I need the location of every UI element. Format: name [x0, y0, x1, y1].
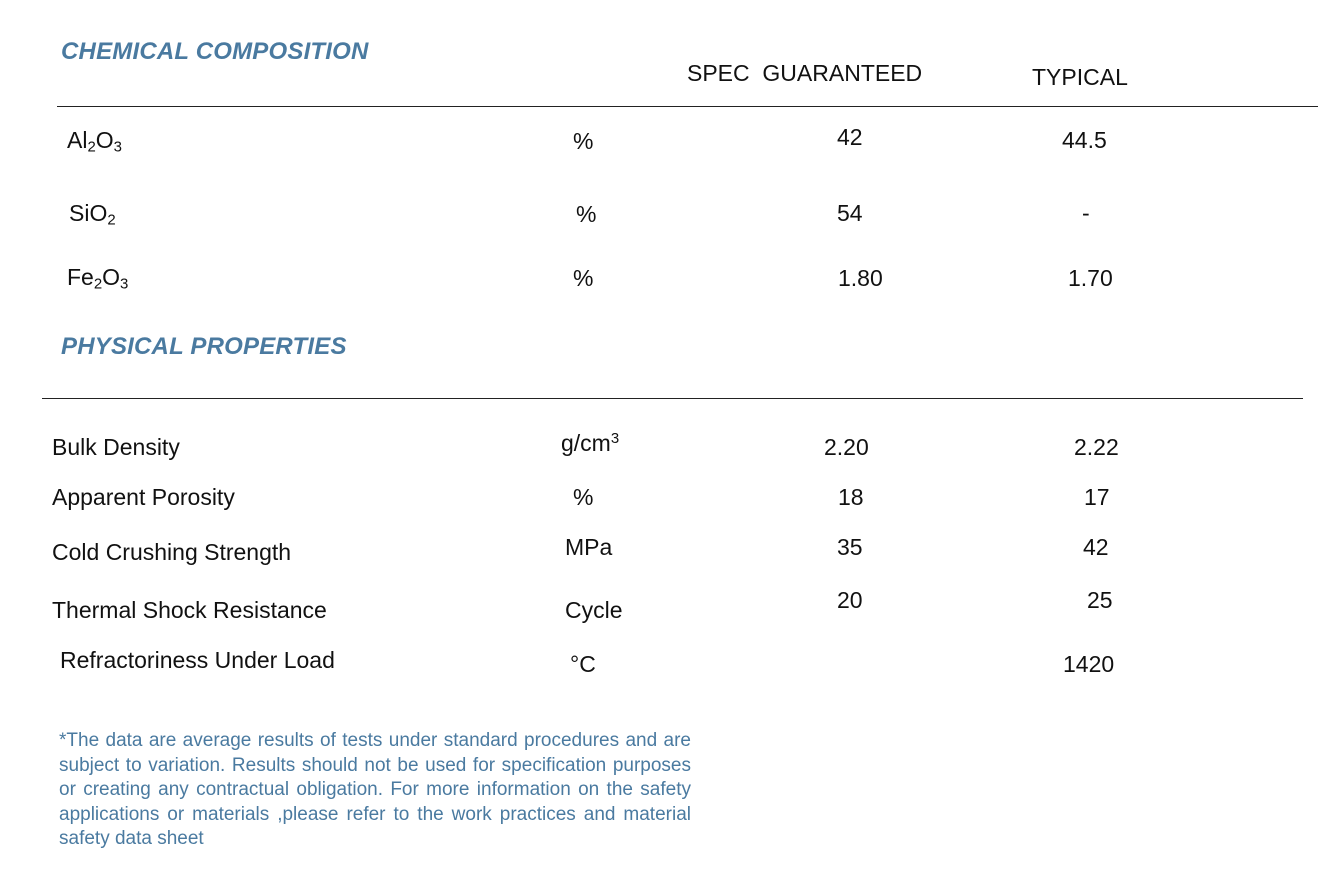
footnote-disclaimer: *The data are average results of tests under standard procedures and are subject to variation. Results should not be used for specification purposes or creating any contractual obligation. For more information on the safety applications or materials ,please refer to the work practices and material safety data sheet [59, 730, 691, 849]
chemical-spec-value: 1.80 [838, 265, 883, 291]
property-typical-value: 1420 [1063, 651, 1115, 677]
spec-guaranteed-header: SPEC GUARANTEED [687, 60, 923, 86]
chemical-name: $Fe_2O_3$ [67, 264, 129, 293]
chemical-name: SiO$_2$ [69, 200, 116, 229]
chemical-composition-title: CHEMICAL COMPOSITION [61, 38, 369, 65]
chemical-typical-value: - [1082, 200, 1090, 226]
property-typical-value: 17 [1084, 484, 1110, 510]
chemical-spec-value: 54 [837, 200, 863, 226]
chemical-unit: % [573, 265, 594, 291]
property-typical-value: 2.22 [1074, 434, 1119, 460]
property-name: Cold Crushing Strength [52, 539, 292, 565]
property-spec-value: 35 [837, 534, 863, 560]
property-typical-value: 25 [1087, 587, 1113, 613]
chemical-name: $Al_2O_3$ [67, 127, 122, 156]
typical-header: TYPICAL [1032, 64, 1128, 90]
physical-properties-title: PHYSICAL PROPERTIES [61, 333, 347, 360]
physical-divider [42, 398, 1303, 399]
property-name: Refractoriness Under Load [60, 647, 335, 673]
property-spec-value: 18 [838, 484, 864, 510]
chemical-unit: % [576, 201, 597, 227]
property-spec-value: 20 [837, 587, 863, 613]
property-spec-value: 2.20 [824, 434, 869, 460]
chemical-divider [57, 106, 1318, 107]
property-name: Thermal Shock Resistance [52, 597, 327, 623]
property-name: Apparent Porosity [52, 484, 235, 510]
chemical-spec-value: 42 [837, 124, 863, 150]
property-unit: $g/cm^3$ [561, 429, 620, 456]
property-unit: °C [570, 651, 596, 677]
property-unit: Cycle [565, 597, 623, 623]
chemical-typical-value: 1.70 [1068, 265, 1113, 291]
chemical-unit: % [573, 128, 594, 154]
chemical-typical-value: 44.5 [1062, 127, 1107, 153]
property-name: Bulk Density [52, 434, 180, 460]
property-unit: MPa [565, 534, 613, 560]
property-unit: % [573, 484, 594, 510]
property-typical-value: 42 [1083, 534, 1109, 560]
